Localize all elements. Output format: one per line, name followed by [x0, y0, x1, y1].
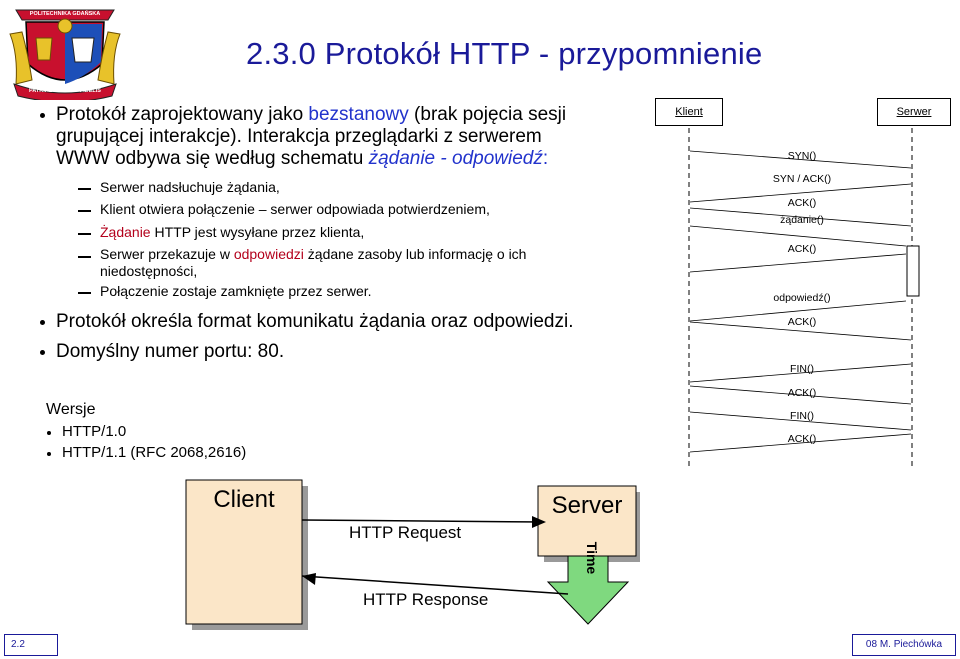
dash-marker — [78, 210, 91, 212]
client-lifeline-box: Klient — [655, 98, 723, 126]
server-box-label: Server — [551, 492, 623, 519]
seq-message: SYN() — [787, 150, 817, 162]
seq-message: ACK() — [787, 433, 817, 445]
version-item: HTTP/1.0 — [62, 423, 127, 440]
sub-bullet-3: Żądanie HTTP jest wysyłane przez klienta, — [100, 224, 365, 240]
seq-message: SYN / ACK() — [772, 173, 832, 185]
client-box-label: Client — [213, 486, 275, 513]
dash-marker — [78, 256, 91, 258]
slide-title: 2.3.0 Protokół HTTP - przypomnienie — [246, 36, 763, 71]
request-response-highlight: żądanie - odpowiedź — [368, 148, 543, 169]
sub-bullet-4: Serwer przekazuje w odpowiedzi żądane zasoby lub informację o ich niedostępności, — [100, 246, 527, 279]
seq-message: FIN() — [790, 410, 814, 422]
dash-marker — [78, 188, 91, 190]
dash-marker — [78, 233, 91, 235]
bullet-1: Protokół zaprojektowany jako bezstanowy (brak pojęcia sesji grupującej interakcje). Interakcja przeglądarki z serwerem WWW odbywa się według schematu żądanie - odpowiedź: — [56, 104, 567, 169]
dash-marker — [78, 292, 91, 294]
seq-message: ACK() — [787, 197, 817, 209]
sub-bullet-2: Klient otwiera połączenie – serwer odpowiada potwierdzeniem, — [100, 201, 490, 217]
footer-author: 08 M. Piechówka — [852, 634, 956, 656]
sub-bullet-5: Połączenie zostaje zamknięte przez serwer. — [100, 283, 372, 299]
server-lifeline-box: Serwer — [877, 98, 951, 126]
seq-message: żądanie() — [780, 214, 824, 226]
http-response-label: HTTP Response — [363, 590, 489, 609]
stateless-highlight: bezstanowy — [308, 104, 409, 125]
bullet-3: Domyślny numer portu: 80. — [56, 341, 285, 362]
seq-message: ACK() — [787, 387, 817, 399]
bullet-marker — [40, 350, 45, 355]
logo-banner-bottom: PATRIAE · MARIS · FIDELIS — [29, 88, 101, 94]
seq-message: FIN() — [790, 363, 814, 375]
seq-message: ACK() — [787, 316, 817, 328]
bullet-marker — [40, 113, 45, 118]
bullet-marker — [40, 320, 45, 325]
versions-heading: Wersje — [46, 401, 96, 418]
version-item: HTTP/1.1 (RFC 2068,2616) — [62, 444, 247, 461]
university-logo — [6, 4, 124, 100]
sub-bullet-1: Serwer nadsłuchuje żądania, — [100, 179, 280, 195]
bullet-marker — [47, 431, 51, 435]
time-arrow-label: Time — [584, 541, 600, 575]
logo-banner-top: POLITECHNIKA GDAŃSKA — [29, 11, 101, 17]
bullet-2: Protokół określa format komunikatu żądania oraz odpowiedzi. — [56, 311, 574, 332]
http-request-label: HTTP Request — [349, 523, 462, 542]
page-number: 2.2 — [4, 634, 58, 656]
seq-message: ACK() — [787, 243, 817, 255]
seq-message: odpowiedź() — [773, 292, 831, 304]
bullet-marker — [47, 452, 51, 456]
